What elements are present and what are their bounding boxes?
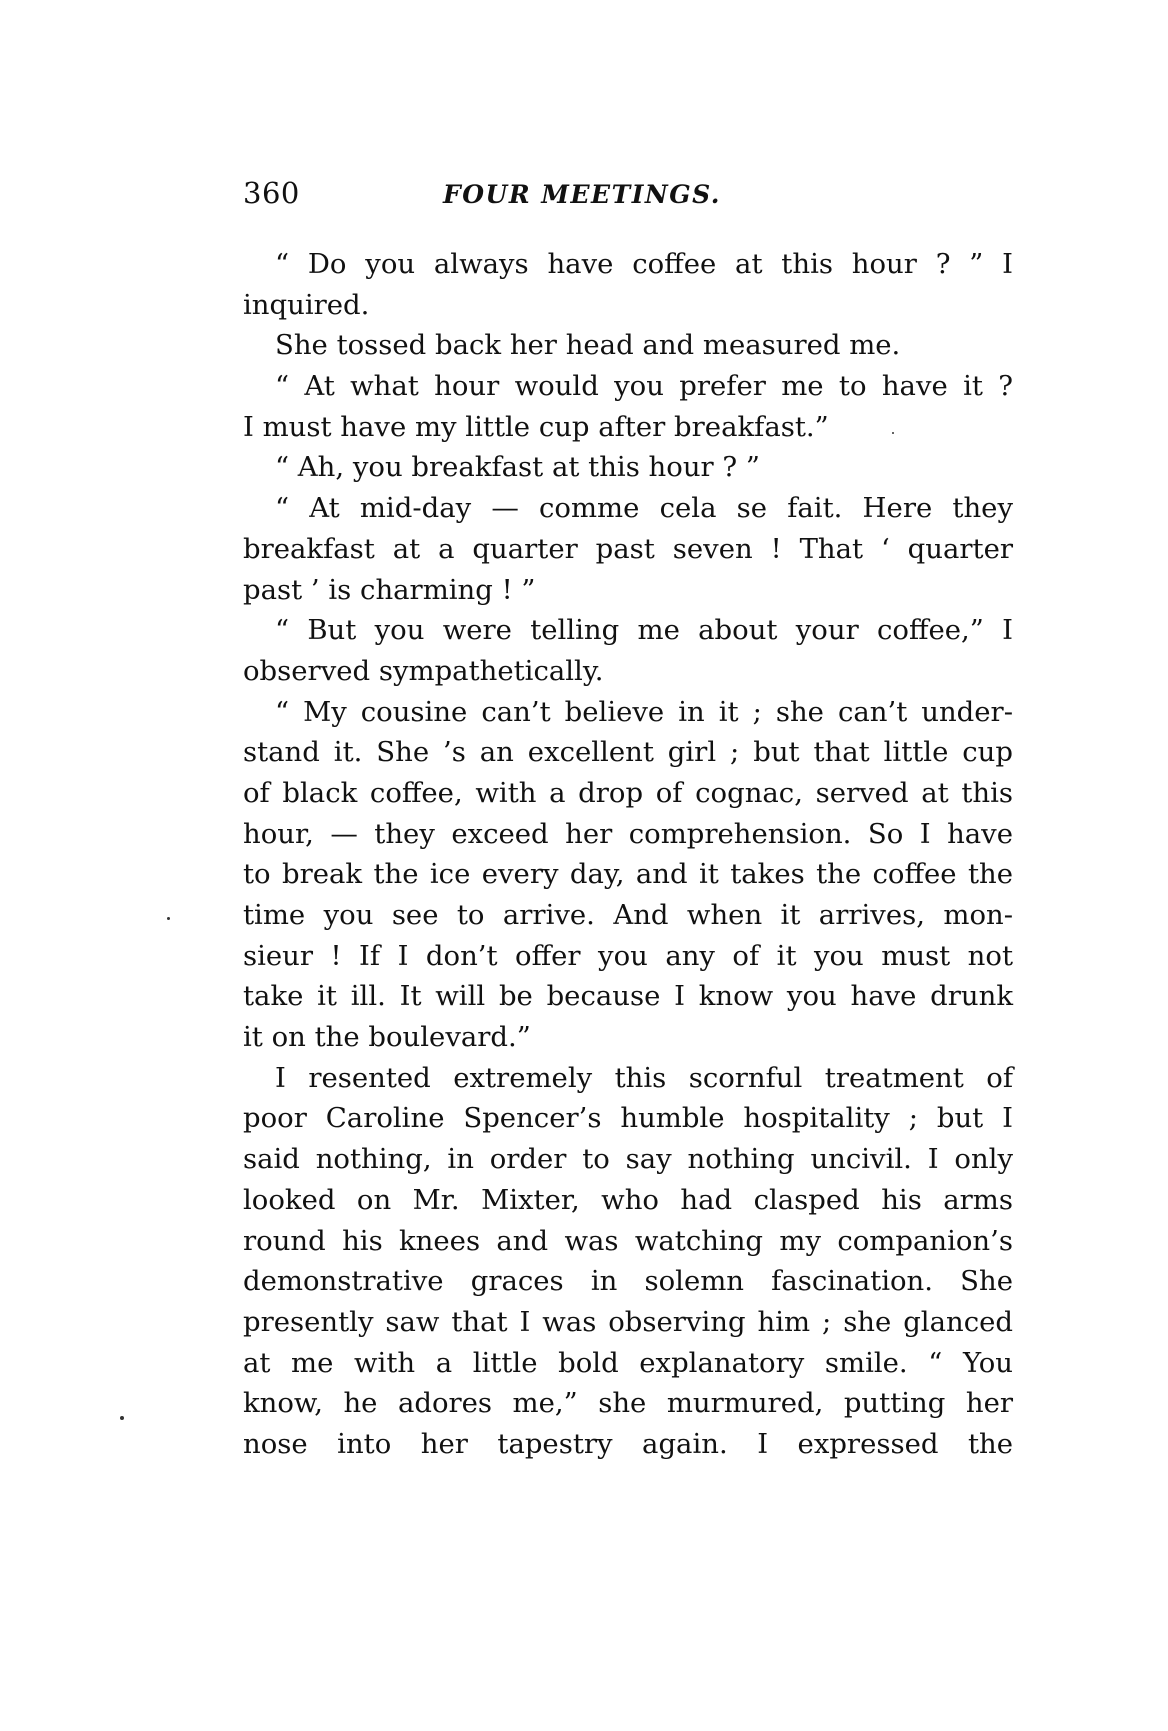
text-line: nose into her tapestry again. I expressed the — [243, 1427, 1013, 1460]
print-speck — [120, 1416, 124, 1420]
text-line: inquired. — [243, 288, 370, 321]
text-line: presently saw that I was observing him ; she glanced — [243, 1305, 1013, 1338]
text-line: “ Do you always have coffee at this hour ? ” I — [275, 248, 1013, 280]
text-line: I must have my little cup after breakfast.” — [243, 410, 829, 443]
body-text — [243, 244, 1013, 1465]
text-line: poor Caroline Spencer’s humble hospitality ; but I — [243, 1102, 1013, 1135]
text-line: it on the boulevard.” — [243, 1021, 531, 1054]
page-header — [243, 176, 1023, 216]
text-line: time you see to arrive. And when it arrives, mon- — [243, 899, 1013, 931]
text-line: looked on Mr. Mixter, who had clasped his arms — [243, 1183, 1013, 1216]
running-head: FOUR MEETINGS. — [443, 180, 721, 209]
print-speck — [167, 917, 170, 920]
text-line: hour, — they exceed her comprehension. So I have — [243, 817, 1013, 850]
text-line: “ At mid-day — comme cela se fait. Here they — [275, 492, 1013, 525]
text-line: round his knees and was watching my companion’s — [243, 1224, 1013, 1257]
text-line: I resented extremely this scornful treatment of — [275, 1061, 1013, 1094]
text-line: “ My cousine can’t believe in it ; she can’t under- — [275, 695, 1013, 728]
text-line: of black coffee, with a drop of cognac, served at this — [243, 776, 1013, 809]
text-line: know, he adores me,” she murmured, putting her — [243, 1387, 1013, 1420]
text-line: “ Ah, you breakfast at this hour ? ” — [275, 451, 760, 484]
print-speck — [892, 432, 894, 434]
text-line: breakfast at a quarter past seven ! That ‘ quarter — [243, 532, 1013, 565]
text-line: take it ill. It will be because I know you have drunk — [243, 980, 1013, 1013]
text-line: “ At what hour would you prefer me to have it ? — [275, 370, 1013, 403]
text-line: demonstrative graces in solemn fascination. She — [243, 1265, 1013, 1298]
text-line: said nothing, in order to say nothing uncivil. I only — [243, 1143, 1013, 1176]
text-line: past ’ is charming ! ” — [243, 573, 536, 606]
page-number: 360 — [243, 176, 300, 210]
text-line: “ But you were telling me about your coffee,” I — [275, 614, 1013, 647]
text-line: stand it. She ’s an excellent girl ; but that little cup — [243, 736, 1013, 769]
text-line: at me with a little bold explanatory smile. “ You — [243, 1346, 1013, 1379]
text-line: She tossed back her head and measured me. — [275, 329, 901, 362]
text-line: sieur ! If I don’t offer you any of it you must not — [243, 939, 1013, 972]
text-line: to break the ice every day, and it takes the coffee the — [243, 858, 1013, 891]
text-line: observed sympathetically. — [243, 654, 604, 687]
